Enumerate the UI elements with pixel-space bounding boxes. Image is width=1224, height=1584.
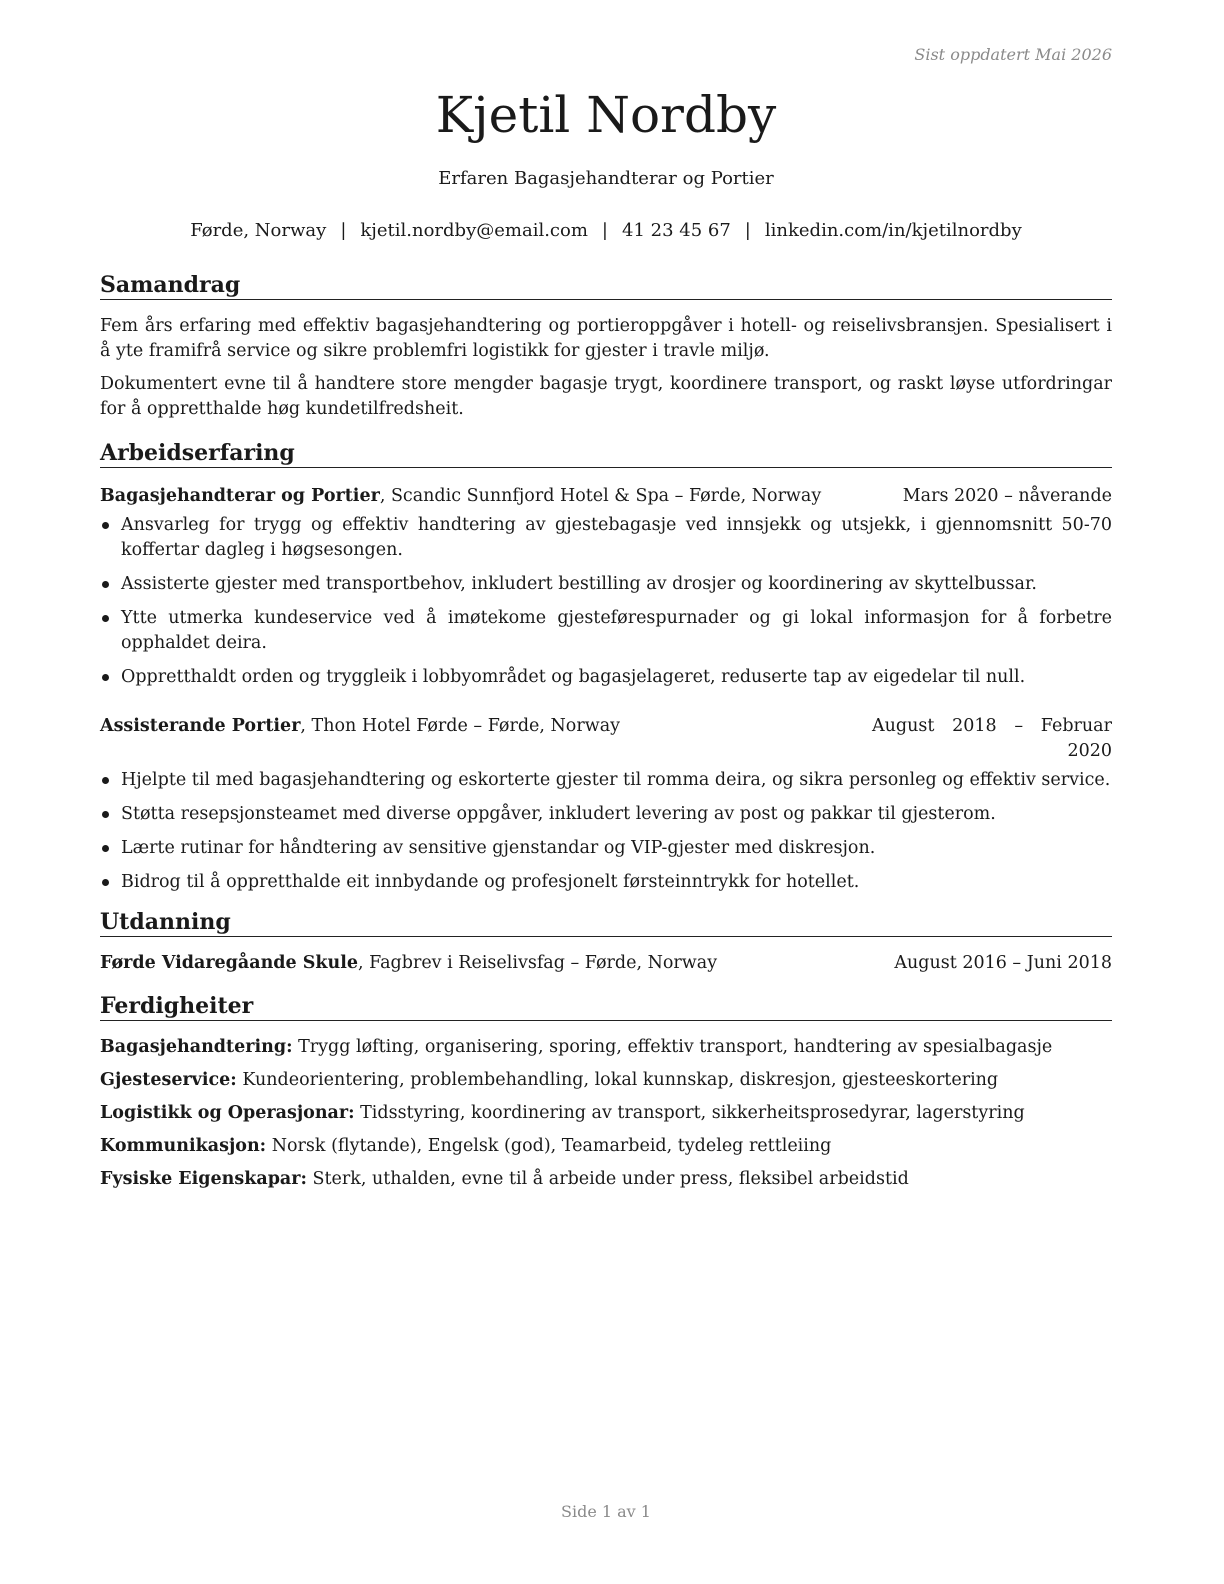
contact-separator: | [340,220,347,241]
job-bullet-list [100,513,1112,690]
summary-paragraph: Fem års erfaring med effektiv bagasjehandtering og portieroppgåver i hotell- og reiselivsbransjen. Spesialisert i å yte framifrå service og sikre problemfri logistikk for gjester i travle miljø. [100,316,1112,362]
contact-phone: 41 23 45 67 [622,220,731,241]
job-entry [100,714,1112,895]
education-details: , Fagbrev i Reiselivsfag – Førde, Norway [358,953,718,974]
list-item: Hjelpte til med bagasjehandtering og eskorterte gjester til romma deira, og sikra personleg og effektiv service. [100,768,1112,793]
job-entry [100,484,1112,690]
job-role: Bagasjehandterar og Portier [100,486,380,507]
contact-location: Førde, Norway [190,220,327,241]
education-dates: August 2016 – Juni 2018 [894,953,1112,974]
page-number: Side 1 av 1 [561,1502,651,1521]
skill-value: Trygg løfting, organisering, sporing, effektiv transport, handtering av spesialbagasje [292,1037,1053,1058]
section-title-education: Utdanning [100,909,1112,937]
experience-section [100,440,1112,904]
skill-row [100,1068,1112,1093]
skills-section [100,993,1112,1192]
skill-row [100,1134,1112,1159]
candidate-name: Kjetil Nordby [435,86,777,144]
resume-page [100,0,1112,1584]
job-employer: , Scandic Sunnfjord Hotel & Spa – Førde, Norway [379,486,822,507]
education-section [100,909,1112,976]
list-item: Assisterte gjester med transportbehov, inkludert bestilling av drosjer og koordinering av skyttelbussar. [100,572,1112,597]
job-title-line [100,714,872,739]
skill-row [100,1101,1112,1126]
job-dates: Mars 2020 – nåverande [902,486,1112,507]
list-item: Bidrog til å oppretthalde eit innbydande og profesjonelt førsteinntrykk for hotellet. [100,870,1112,895]
skill-row [100,1035,1112,1060]
contact-line [100,220,1112,241]
contact-linkedin[interactable]: linkedin.com/in/kjetilnordby [764,220,1022,241]
job-bullet-list [100,768,1112,895]
skill-label: Logistikk og Operasjonar: [100,1103,355,1124]
list-item: Oppretthaldt orden og tryggleik i lobbyområdet og bagasjelageret, reduserte tap av eigedelar til null. [100,665,1112,690]
skill-value: Sterk, uthalden, evne til å arbeide under press, fleksibel arbeidstid [306,1169,909,1190]
education-school: Førde Vidaregåande Skule [100,953,359,974]
job-header [100,714,1112,764]
section-title-summary: Samandrag [100,272,1112,300]
education-title-line [100,951,894,976]
skill-label: Fysiske Eigenskapar: [100,1169,307,1190]
skill-label: Gjesteservice: [100,1070,237,1091]
job-header [100,484,1112,509]
list-item: Ansvarleg for trygg og effektiv handtering av gjestebagasje ved innsjekk og utsjekk, i gjennomsnitt 50-70 koffertar dagleg i høgsesongen. [100,513,1112,563]
skill-value: Kundeorientering, problembehandling, lokal kunnskap, diskresjon, gjesteeskortering [236,1070,999,1091]
section-title-skills: Ferdigheiter [100,993,1112,1021]
skill-value: Norsk (flytande), Engelsk (god), Teamarbeid, tydeleg rettleiing [266,1136,832,1157]
skill-row [100,1167,1112,1192]
contact-email[interactable]: kjetil.nordby@email.com [360,220,588,241]
list-item: Lærte rutinar for håndtering av sensitive gjenstandar og VIP-gjester med diskresjon. [100,836,1112,861]
contact-separator: | [744,220,751,241]
job-employer: , Thon Hotel Førde – Førde, Norway [300,716,621,737]
candidate-headline: Erfaren Bagasjehandterar og Portier [438,168,774,189]
skill-label: Bagasjehandtering: [100,1037,293,1058]
contact-separator: | [601,220,608,241]
skill-label: Kommunikasjon: [100,1136,267,1157]
list-item: Ytte utmerka kundeservice ved å imøtekome gjesteførespurnader og gi lokal informasjon for å forbetre opphaldet deira. [100,606,1112,656]
section-title-experience: Arbeidserfaring [100,440,1112,468]
skill-value: Tidsstyring, koordinering av transport, sikkerheitsprosedyrar, lagerstyring [354,1103,1025,1124]
summary-paragraph: Dokumentert evne til å handtere store mengder bagasje trygt, koordinere transport, og raskt løyse utfordringar for å oppretthalde høg kundetilfredsheit. [100,374,1112,420]
job-role: Assisterande Portier [100,716,301,737]
education-entry [100,951,1112,976]
summary-section [100,272,1112,422]
list-item: Støtta resepsjonsteamet med diverse oppgåver, inkludert levering av post og pakkar til gjesterom. [100,802,1112,827]
job-dates: August 2018 – Februar 2020 [872,716,1112,762]
job-title-line [100,484,903,509]
last-updated-note: Sist oppdatert Mai 2026 [914,45,1112,64]
